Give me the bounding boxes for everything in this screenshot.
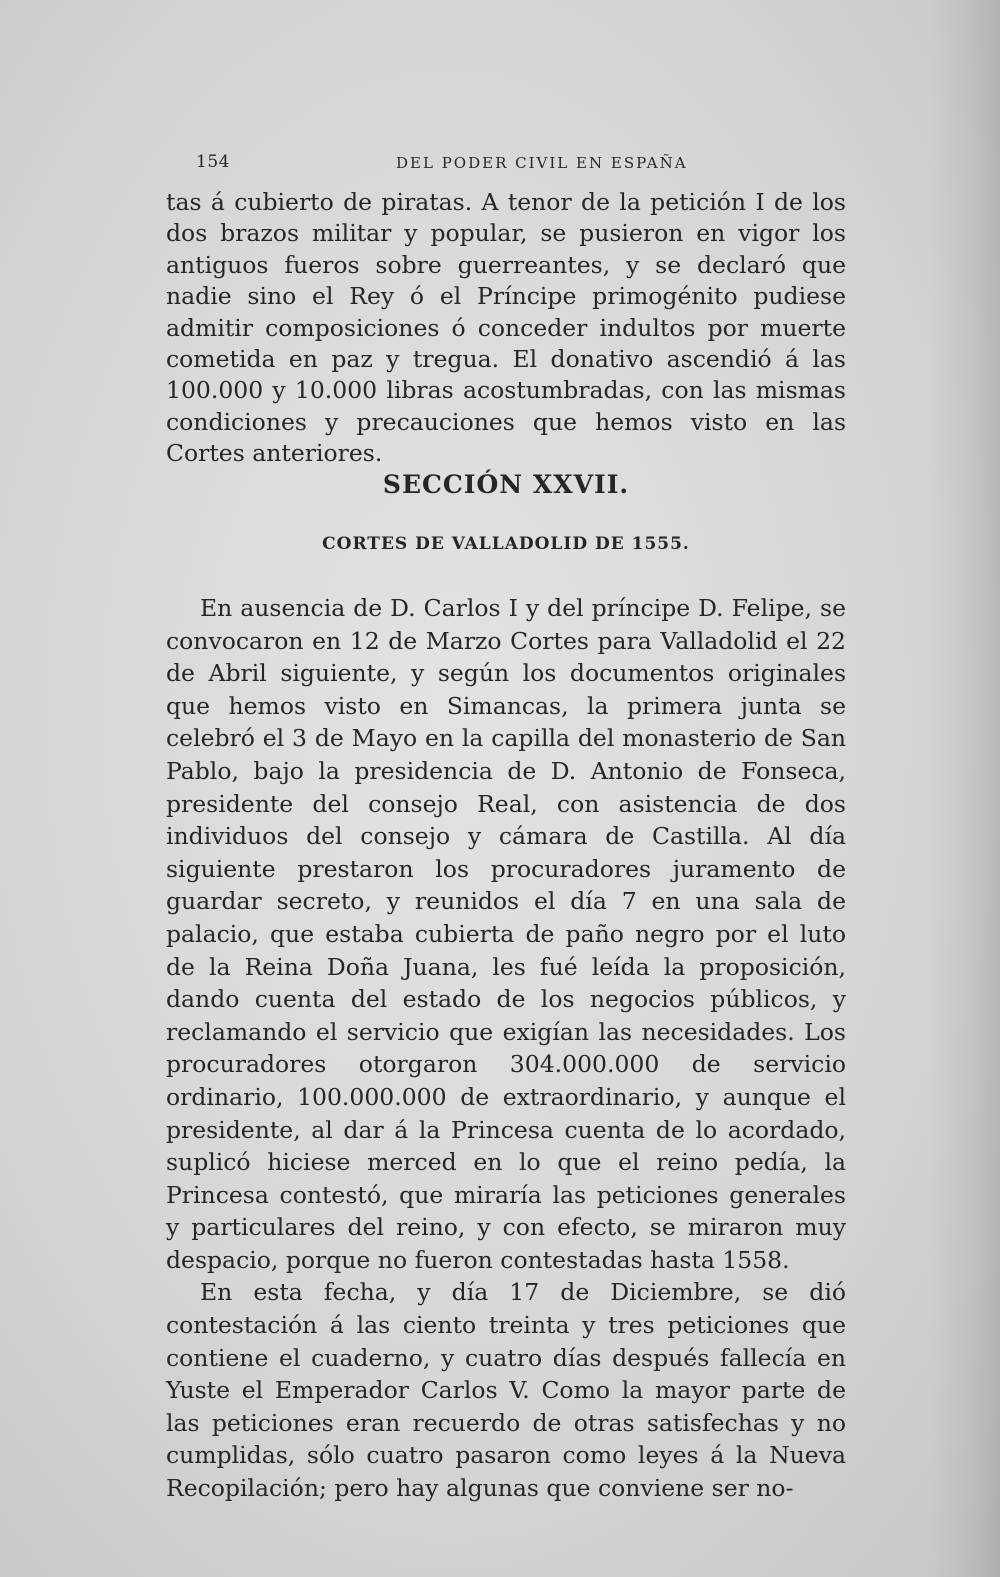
paragraph: En ausencia de D. Carlos I y del príncipe D. Felipe, se convocaron en 12 de Marzo Cortes para Valladolid el 22 de Abril siguiente, y según los documentos originales que hemos visto en Simancas, la primera junta se celebró el 3 de Mayo en la capilla del monasterio de San Pablo, bajo la presidencia de D. Antonio de Fonseca, presidente del consejo Real, con asistencia de dos individuos del consejo y cámara de Castilla. Al día siguiente prestaron los procuradores juramento de guardar secreto, y reunidos el día 7 en una sala de palacio, que estaba cubierta de paño negro por el luto de la Reina Doña Juana, les fué leída la proposición, dando cuenta del estado de los negocios públicos, y reclamando el servicio que exigían las necesidades. Los procuradores otorgaron 304.000.000 de servicio ordinario, 100.000.000 de extraordinario, y aunque el presidente, al dar á la Princesa cuenta de lo acordado, suplicó hiciese merced en lo que el reino pedía, la Princesa contestó, que miraría las peticiones generales y particulares del reino, y con efecto, se miraron muy despacio, porque no fueron contestadas hasta 1558. xyxy=(166,594,846,1274)
page-edge-shadow xyxy=(930,0,1000,1577)
paragraph-continuation: tas á cubierto de piratas. A tenor de la petición I de los dos brazos militar y popular, se pusieron en vigor los antiguos fueros sobre guerreantes, y se declaró que nadie sino el Rey ó el Príncipe primogénito pudiese admitir composiciones ó conceder indultos por muerte cometida en paz y tregua. El donativo ascendió á las 100.000 y 10.000 libras acostumbradas, con las mismas condiciones y precauciones que hemos visto en las Cortes anteriores. xyxy=(166,188,846,468)
text-block-main xyxy=(166,592,846,1505)
page-number: 154 xyxy=(196,152,230,172)
paragraph: En esta fecha, y día 17 de Diciembre, se dió contestación á las ciento treinta y tres peticiones que contiene el cuaderno, y cuatro días después fallecía en Yuste el Emperador Carlos V. Como la mayor parte de las peticiones eran recuerdo de otras satisfechas y no cumplidas, sólo cuatro pasaron como leyes á la Nueva Recopilación; pero hay algunas que conviene ser no- xyxy=(166,1278,846,1503)
running-title: DEL PODER CIVIL EN ESPAÑA xyxy=(396,154,688,172)
section-title: SECCIÓN XXVII. xyxy=(382,470,630,499)
section-subtitle: CORTES DE VALLADOLID DE 1555. xyxy=(322,534,690,554)
page-header xyxy=(196,152,846,176)
text-block-top xyxy=(166,187,846,470)
